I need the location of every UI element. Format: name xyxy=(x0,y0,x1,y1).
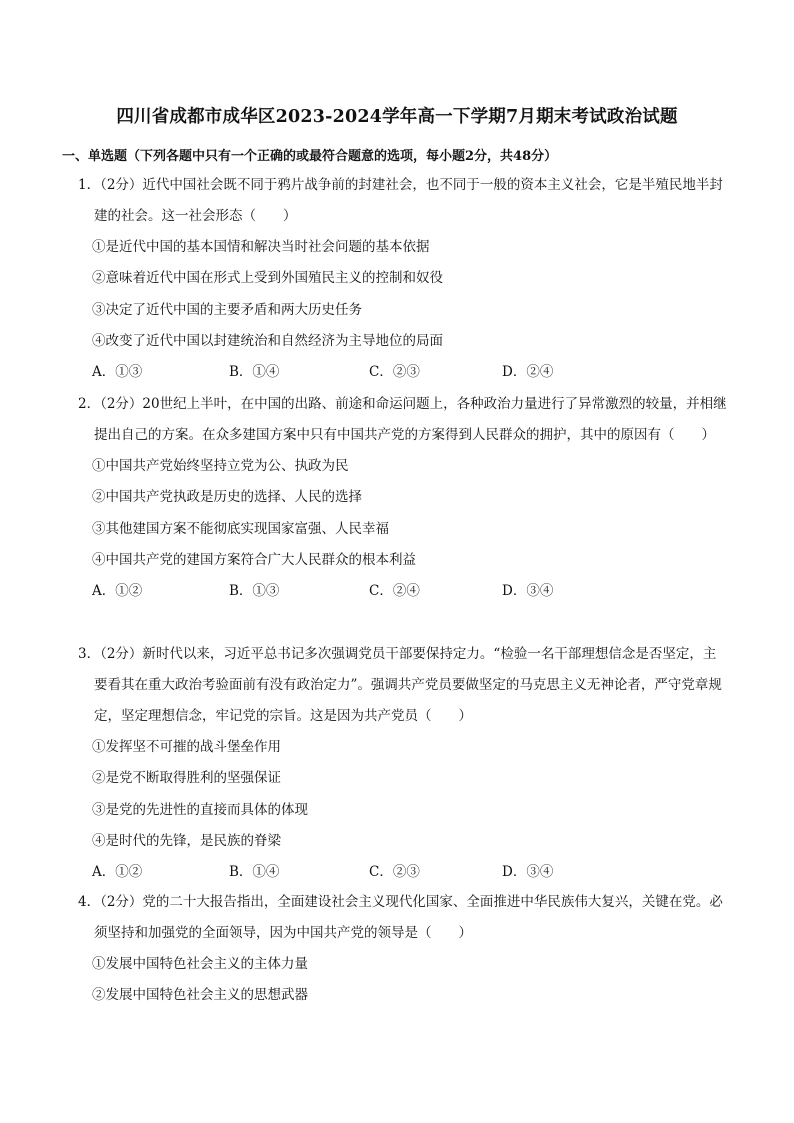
choice-b: B．①④ xyxy=(229,864,280,881)
question-option: ①是近代中国的基本国情和解决当时社会问题的基本依据 xyxy=(92,239,430,255)
choice-c: C．②③ xyxy=(369,364,420,381)
question-stem: 2．（2分）20世纪上半叶，在中国的出路、前途和命运问题上，各种政治力量进行了异常激烈的较量，并相继提出自己的方案。在众多建国方案中只有中国共产党的方案得到人民群众的拥护，其中的原因有（ ） xyxy=(78,396,727,443)
section-heading: 一、单选题（下列各题中只有一个正确的或最符合题意的选项，每小题2分，共48分） xyxy=(62,149,558,164)
choice-a: A．①③ xyxy=(92,364,143,381)
question-stem: 4．（2分）党的二十大报告指出，全面建设社会主义现代化国家、全面推进中华民族伟大复兴，关键在党。必须坚持和加强党的全面领导，因为中国共产党的领导是（ ） xyxy=(78,894,723,941)
answer-choices xyxy=(78,576,728,607)
question-option: ①发挥坚不可摧的战斗堡垒作用 xyxy=(92,739,281,755)
question-option: ④中国共产党的建国方案符合广大人民群众的根本利益 xyxy=(92,551,416,568)
question-2 xyxy=(78,389,728,607)
question-option: ①中国共产党始终坚持立党为公、执政为民 xyxy=(92,458,349,474)
question-3 xyxy=(78,639,728,888)
question-option: ②发展中国特色社会主义的思想武器 xyxy=(92,987,308,1004)
question-stem: 3．（2分）新时代以来，习近平总书记多次强调党员干部要保持定力。“检验一名干部理想信念是否坚定，主要看其在重大政治考验面前有没有政治定力”。强调共产党员要做坚定的马克思主义无神论者，严守党章规定，坚定理想信念，牢记党的宗旨。这是因为共产党员（ ） xyxy=(78,646,722,724)
answer-choices xyxy=(78,357,728,388)
question-option: ④是时代的先锋，是民族的脊梁 xyxy=(92,832,281,849)
question-stem: 1．（2分）近代中国社会既不同于鸦片战争前的封建社会，也不同于一般的资本主义社会，它是半殖民地半封建的社会。这一社会形态（ ） xyxy=(78,177,723,224)
choice-d: D．③④ xyxy=(502,583,554,600)
choice-d: D．②④ xyxy=(502,364,554,381)
page-title: 四川省成都市成华区2023-2024学年高一下学期7月期末考试政治试题 xyxy=(116,107,678,127)
choice-d: D．③④ xyxy=(502,864,554,881)
question-option: ④改变了近代中国以封建统治和自然经济为主导地位的局面 xyxy=(92,332,443,349)
question-option: ②是党不断取得胜利的坚强保证 xyxy=(92,770,281,787)
choice-c: C．②③ xyxy=(369,864,420,881)
question-option: ③其他建国方案不能彻底实现国家富强、人民幸福 xyxy=(92,520,389,537)
question-option: ②意味着近代中国在形式上受到外国殖民主义的控制和奴役 xyxy=(92,270,443,287)
choice-b: B．①④ xyxy=(229,364,280,381)
choice-c: C．②④ xyxy=(369,583,420,600)
answer-choices xyxy=(78,857,728,888)
question-option: ③是党的先进性的直接而具体的体现 xyxy=(92,801,308,818)
question-1 xyxy=(78,170,728,388)
choice-a: A．①② xyxy=(92,864,143,881)
choice-a: A．①② xyxy=(92,583,143,600)
question-option: ①发展中国特色社会主义的主体力量 xyxy=(92,956,308,972)
choice-b: B．①③ xyxy=(229,583,280,600)
question-4 xyxy=(78,887,728,1012)
question-option: ②中国共产党执政是历史的选择、人民的选择 xyxy=(92,489,362,506)
question-option: ③决定了近代中国的主要矛盾和两大历史任务 xyxy=(92,301,362,318)
